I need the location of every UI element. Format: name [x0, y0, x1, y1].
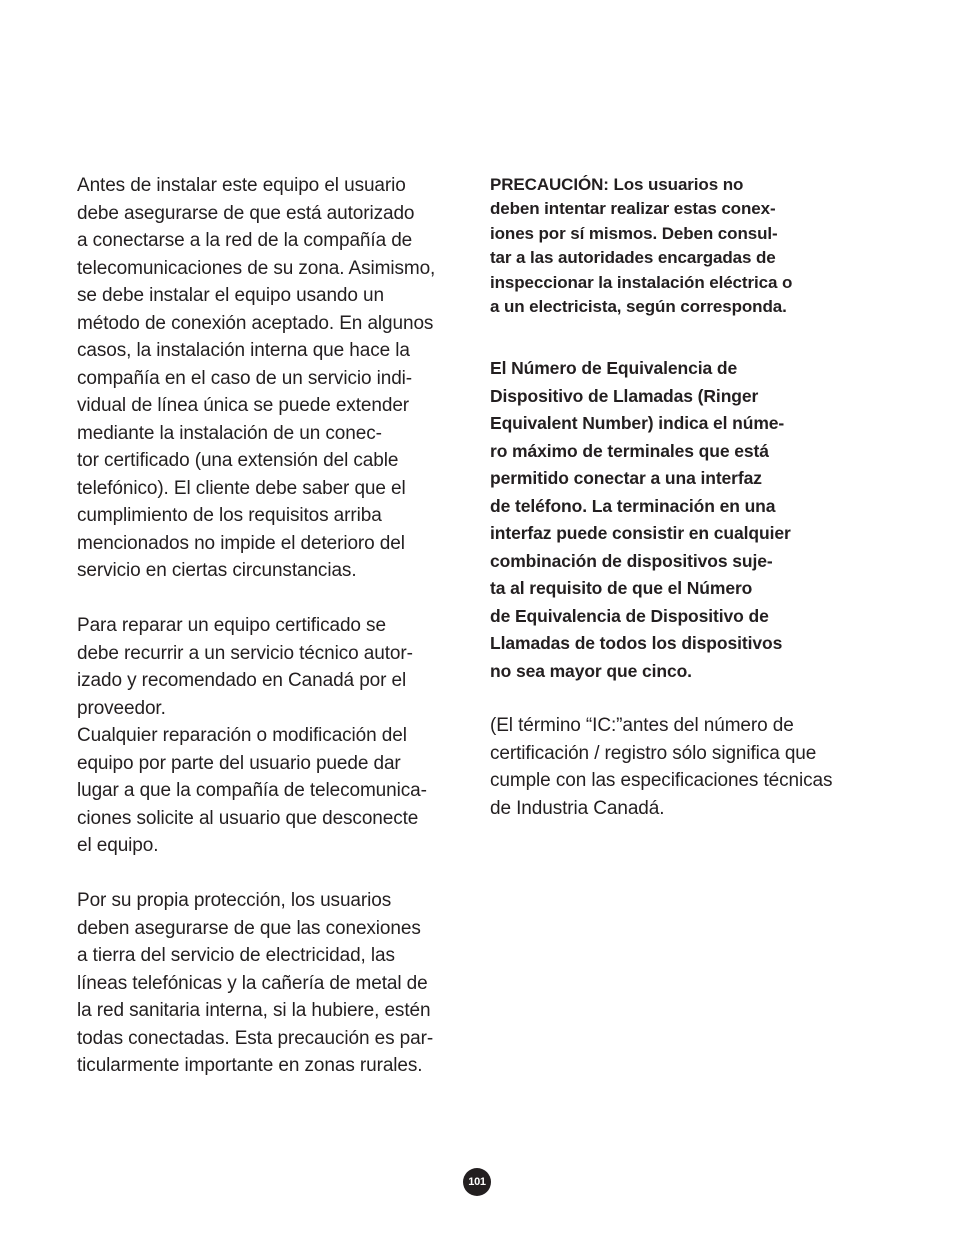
text-line: telecomunicaciones de su zona. Asimismo, [77, 257, 436, 279]
page-number-badge: 101 [463, 1168, 491, 1196]
text-line: inspeccionar la instalación eléctrica o [490, 272, 793, 292]
text-line: ciones solicite al usuario que desconecte [77, 807, 419, 829]
text-line: Para reparar un equipo certificado se [77, 615, 386, 636]
text-line: El Número de Equivalencia de [490, 358, 738, 379]
text-line: tar a las autoridades encargadas de [490, 248, 776, 268]
text-line: Equivalent Number) indica el núme- [490, 413, 785, 434]
text-line: proveedor. [77, 697, 166, 719]
text-line: se debe instalar el equipo usando un [77, 285, 384, 306]
text-line: deben asegurarse de que las conexiones [77, 917, 421, 939]
text-line: PRECAUCIÓN: Los usuarios no [490, 175, 744, 194]
text-line: no sea mayor que cinco. [490, 660, 692, 681]
text-line: (El término “IC:”antes del número de [490, 715, 794, 737]
left-column [77, 172, 469, 1080]
text-line: Por su propia protección, los usuarios [77, 890, 392, 911]
text-line: Antes de instalar este equipo el usuario [77, 175, 406, 196]
text-line: de Industria Canadá. [490, 797, 665, 819]
text-line: la red sanitaria interna, si la hubiere, estén [77, 1000, 431, 1021]
text-line: vidual de línea única se puede extender [77, 395, 410, 416]
text-line: telefónico). El cliente debe saber que el [77, 477, 406, 499]
text-line: deben intentar realizar estas conex- [490, 199, 776, 219]
paragraph-repair [77, 612, 469, 860]
text-line: todas conectadas. Esta precaución es par- [77, 1027, 434, 1049]
text-line: de teléfono. La terminación en una [490, 495, 776, 516]
text-line: tor certificado (una extensión del cable [77, 450, 399, 471]
text-line: equipo por parte del usuario puede dar [77, 752, 401, 774]
text-line: iones por sí mismos. Deben consul- [490, 223, 778, 243]
text-line: combinación de dispositivos suje- [490, 550, 773, 571]
text-line: debe recurrir a un servicio técnico autor- [77, 642, 413, 664]
text-line: izado y recomendado en Canadá por el [77, 670, 407, 691]
text-line: a un electricista, según corresponda. [490, 296, 787, 316]
text-line: ta al requisito de que el Número [490, 578, 753, 599]
text-line: a tierra del servicio de electricidad, las [77, 945, 395, 966]
text-line: certificación / registro sólo significa que [490, 742, 817, 764]
paragraph-ic-note [490, 712, 870, 822]
paragraph-caution [490, 173, 870, 319]
text-line: cumplimiento de los requisitos arriba [77, 505, 382, 526]
text-line: Llamadas de todos los dispositivos [490, 633, 783, 654]
paragraph-ringer-equivalence [490, 355, 870, 685]
text-line: ro máximo de terminales que está [490, 440, 769, 461]
text-line: el equipo. [77, 835, 159, 856]
text-line: ticularmente importante en zonas rurales. [77, 1055, 423, 1076]
text-line: de Equivalencia de Dispositivo de [490, 605, 769, 626]
text-line: permitido conectar a una interfaz [490, 468, 762, 489]
text-line: a conectarse a la red de la compañía de [77, 230, 413, 251]
text-line: Dispositivo de Llamadas (Ringer [490, 385, 759, 406]
text-line: casos, la instalación interna que hace la [77, 340, 410, 361]
text-line: mediante la instalación de un conec- [77, 422, 382, 444]
text-line: compañía en el caso de un servicio indi- [77, 367, 413, 389]
text-line: servicio en ciertas circunstancias. [77, 560, 357, 581]
text-line: debe asegurarse de que está autorizado [77, 202, 415, 224]
text-line: Cualquier reparación o modificación del [77, 725, 407, 746]
text-line: cumple con las especificaciones técnicas [490, 770, 833, 792]
text-line: método de conexión aceptado. En algunos [77, 312, 434, 334]
text-line: lugar a que la compañía de telecomunica- [77, 780, 427, 801]
right-column [490, 172, 870, 822]
text-line: interfaz puede consistir en cualquier [490, 523, 791, 544]
paragraph-grounding [77, 887, 469, 1080]
text-line: líneas telefónicas y la cañería de metal de [77, 972, 428, 994]
paragraph-authorization [77, 172, 469, 585]
text-line: mencionados no impide el deterioro del [77, 532, 405, 554]
